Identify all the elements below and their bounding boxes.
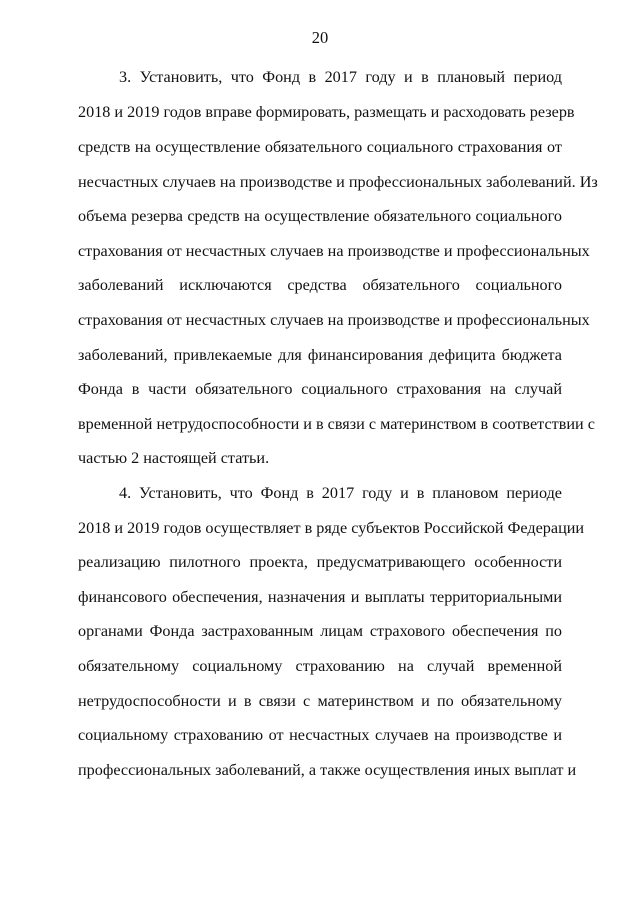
text-line: социальному страхованию от несчастных случаев на производстве и xyxy=(78,726,562,744)
page-number: 20 xyxy=(311,28,329,47)
text-line: финансового обеспечения, назначения и выплаты территориальными xyxy=(78,588,562,606)
text-line: Фонда в части обязательного социального страхования на случай xyxy=(78,380,562,398)
text-line: органами Фонда застрахованным лицам страхового обеспечения по xyxy=(78,622,562,640)
text-line: 3. Установить, что Фонд в 2017 году и в плановый период xyxy=(119,68,562,86)
text-line: профессиональных заболеваний, а также осуществления иных выплат и xyxy=(78,761,577,779)
text-line: объема резерва средств на осуществление обязательного социального xyxy=(78,207,562,225)
text-line: реализацию пилотного проекта, предусматривающего особенности xyxy=(78,553,562,571)
text-line: временной нетрудоспособности и в связи с материнством в соответствии с xyxy=(78,415,595,433)
text-line: несчастных случаев на производстве и профессиональных заболеваний. Из xyxy=(78,173,598,191)
text-line: 2018 и 2019 годов осуществляет в ряде субъектов Российской Федерации xyxy=(78,519,585,537)
text-line: средств на осуществление обязательного социального страхования от xyxy=(78,138,562,156)
text-line: страхования от несчастных случаев на производстве и профессиональных xyxy=(78,311,590,329)
text-line: страхования от несчастных случаев на производстве и профессиональных xyxy=(78,242,590,260)
text-line: 2018 и 2019 годов вправе формировать, размещать и расходовать резерв xyxy=(78,103,575,121)
text-line: 4. Установить, что Фонд в 2017 году и в плановом периоде xyxy=(119,484,562,502)
text-line: частью 2 настоящей статьи. xyxy=(78,449,270,467)
text-line: нетрудоспособности и в связи с материнством и по обязательному xyxy=(78,692,562,710)
text-line: заболеваний исключаются средства обязательного социального xyxy=(78,276,562,294)
text-line: обязательному социальному страхованию на случай временной xyxy=(78,657,562,675)
text-line: заболеваний, привлекаемые для финансирования дефицита бюджета xyxy=(78,346,562,364)
